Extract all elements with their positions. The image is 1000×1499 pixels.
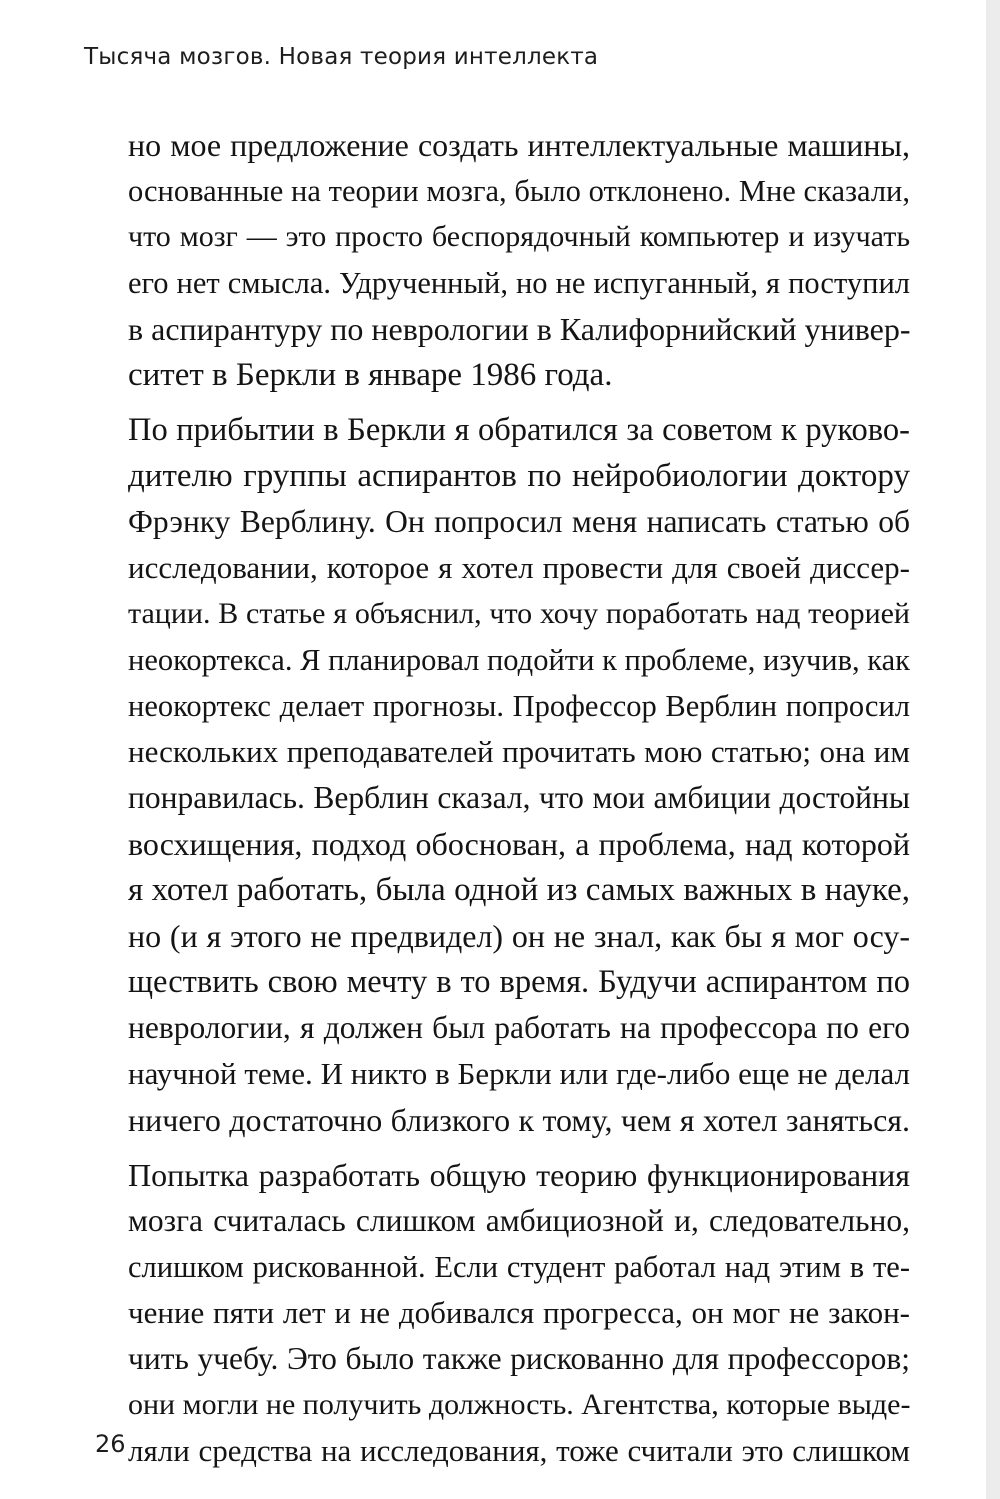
body-text — [128, 122, 910, 1474]
text-line: основанные на теории мозга, было отклонено. Мне сказали, — [128, 174, 910, 208]
text-line: ничего достаточно близкого к тому, чем я хотел заняться. — [128, 1102, 910, 1138]
text-line: они могли не получить должность. Агентства, которые выде- — [128, 1388, 911, 1421]
text-line: чение пяти лет и не добивался прогресса, он мог не закон- — [128, 1295, 910, 1330]
text-line: его нет смысла. Удрученный, но не испуганный, я поступил — [128, 266, 910, 300]
text-line: неокортекса. Я планировал подойти к проблеме, изучив, как — [128, 643, 910, 677]
text-line: ситет в Беркли в январе 1986 года. — [128, 357, 613, 393]
text-line: ществить свою мечту в то время. Будучи аспирантом по — [128, 964, 910, 1000]
text-line: слишком рискованной. Если студент работал над этим в те- — [128, 1250, 910, 1284]
page-edge-shadow — [986, 0, 1000, 1499]
text-line: что мозг — это просто беспорядочный компьютер и изучать — [128, 220, 910, 253]
text-line: нескольких преподавателей прочитать мою статью; она им — [128, 734, 910, 769]
text-line: Попытка разработать общую теорию функционирования — [128, 1157, 910, 1193]
text-line: понравилась. Верблин сказал, что мои амбиции достойны — [128, 780, 910, 815]
text-line: неокортекс делает прогнозы. Профессор Верблин попросил — [128, 689, 910, 723]
text-line: исследовании, которое я хотел провести для своей диссер- — [128, 550, 910, 585]
text-line: неврологии, я должен был работать на профессора по его — [128, 1010, 910, 1045]
page-number: 26 — [95, 1430, 126, 1458]
text-line: но мое предложение создать интеллектуальные машины, — [128, 127, 910, 163]
text-line: восхищения, подход обоснован, а проблема, над которой — [128, 826, 910, 862]
paragraph-1 — [128, 122, 910, 398]
paragraph-3 — [128, 1152, 910, 1474]
running-header: Тысяча мозгов. Новая теория интеллекта — [84, 44, 599, 70]
text-line: дителю группы аспирантов по нейробиологии доктору — [128, 458, 910, 494]
text-line: в аспирантуру по неврологии в Калифорнийский универ- — [128, 311, 911, 347]
text-line: По прибытии в Беркли я обратился за советом к руково- — [128, 412, 910, 448]
text-line: тации. В статье я объяснил, что хочу поработать над теорией — [128, 597, 910, 630]
text-line: Фрэнку Верблину. Он попросил меня написать статью об — [128, 504, 910, 539]
text-line: я хотел работать, была одной из самых важных в науке, — [128, 872, 910, 908]
paragraph-2 — [128, 407, 910, 1143]
text-line: мозга считалась слишком амбициозной и, следовательно, — [128, 1203, 910, 1238]
text-line: чить учебу. Это было также рискованно для профессоров; — [128, 1341, 910, 1376]
text-line: но (и я этого не предвидел) он не знал, как бы я мог осу- — [128, 918, 910, 954]
text-line: научной теме. И никто в Беркли или где-либо еще не делал — [128, 1056, 910, 1091]
text-line: ляли средства на исследования, тоже считали это слишком — [128, 1433, 910, 1468]
